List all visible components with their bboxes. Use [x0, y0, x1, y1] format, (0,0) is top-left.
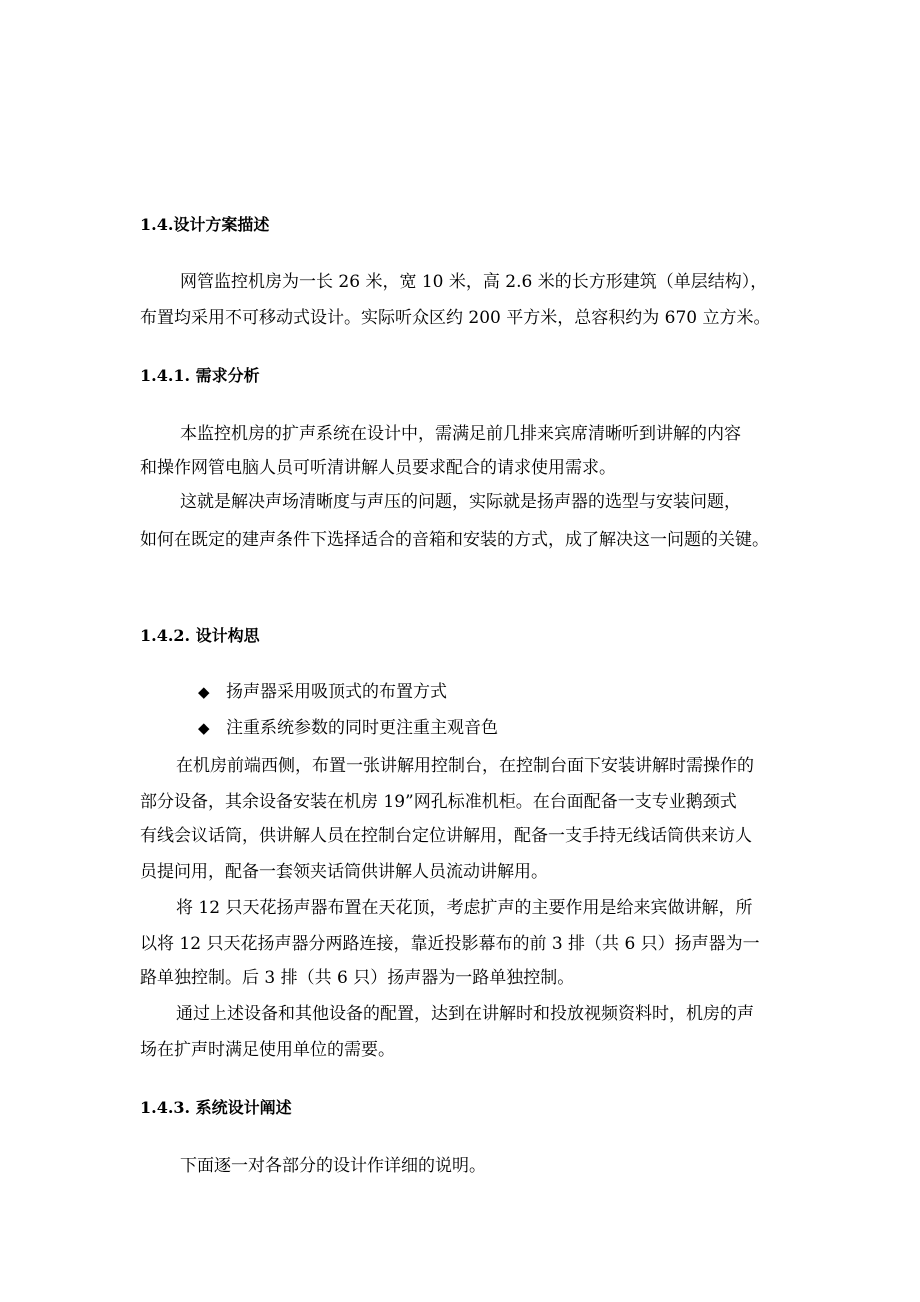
diamond-bullet-icon: ◆ [198, 719, 210, 737]
concept-bullet-item [198, 716, 498, 740]
needs-para1-line-1: 本监控机房的扩声系统在设计中，需满足前几排来宾席清晰听到讲解的内容 [180, 424, 741, 444]
concept-para1-line-3: 有线会议话筒，供讲解人员在控制台定位讲解用，配备一支手持无线话筒供来访人 [140, 826, 752, 846]
needs-para2-line-2: 如何在既定的建声条件下选择适合的音箱和安装的方式，成了解决这一问题的关键。 [140, 530, 769, 550]
concept-para1-line-4: 员提问用，配备一套领夹话筒供讲解人员流动讲解用。 [140, 862, 548, 882]
needs-para1-line-2: 和操作网管电脑人员可听清讲解人员要求配合的请求使用需求。 [140, 458, 616, 478]
intro-line-2: 布置均采用不可移动式设计。实际听众区约 200 平方米，总容积约为 670 立方米。 [140, 308, 771, 328]
bullet-text: 扬声器采用吸顶式的布置方式 [226, 682, 447, 702]
section-heading: 1.4.设计方案描述 [140, 215, 270, 234]
concept-bullet-item [198, 680, 447, 704]
bullet-text: 注重系统参数的同时更注重主观音色 [226, 718, 498, 738]
system-heading: 1.4.3. 系统设计阐述 [140, 1098, 292, 1117]
system-para1-line-1: 下面逐一对各部分的设计作详细的说明。 [180, 1156, 486, 1176]
concept-para2-line-1: 将 12 只天花扬声器布置在天花顶，考虑扩声的主要作用是给来宾做讲解，所 [176, 898, 753, 918]
concept-para3-line-1: 通过上述设备和其他设备的配置，达到在讲解时和投放视频资料时，机房的声 [176, 1004, 754, 1024]
concept-heading: 1.4.2. 设计构思 [140, 626, 260, 645]
concept-para1-line-1: 在机房前端西侧，布置一张讲解用控制台，在控制台面下安装讲解时需操作的 [176, 756, 754, 776]
needs-para2-line-1: 这就是解决声场清晰度与声压的问题，实际就是扬声器的选型与安装问题， [180, 492, 741, 512]
needs-heading: 1.4.1. 需求分析 [140, 366, 260, 385]
concept-para1-line-2: 部分设备，其余设备安装在机房 19”网孔标准机柜。在台面配备一支专业鹅颈式 [140, 792, 737, 812]
intro-line-1: 网管监控机房为一长 26 米，宽 10 米，高 2.6 米的长方形建筑（单层结构）， [180, 272, 768, 292]
diamond-bullet-icon: ◆ [198, 683, 210, 701]
concept-para2-line-3: 路单独控制。后 3 排（共 6 只）扬声器为一路单独控制。 [140, 968, 575, 988]
concept-para3-line-2: 场在扩声时满足使用单位的需要。 [140, 1040, 395, 1060]
concept-para2-line-2: 以将 12 只天花扬声器分两路连接，靠近投影幕布的前 3 排（共 6 只）扬声器为一 [140, 934, 760, 954]
